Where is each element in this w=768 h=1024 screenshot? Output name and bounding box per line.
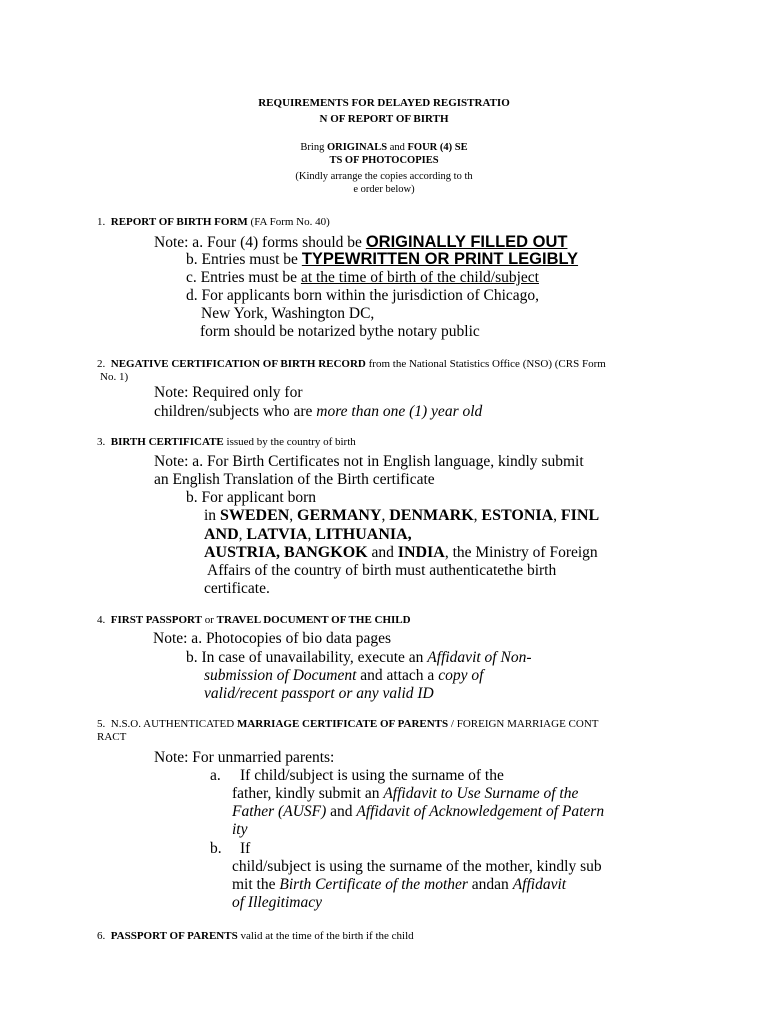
item5-a-line4: ity (232, 821, 248, 838)
item2-note-line2: children/subjects who are more than one (1) year old (154, 403, 483, 420)
item3-countries-line2: AND, LATVIA, LITHUANIA, (204, 526, 412, 543)
item3-affairs: Affairs of the country of birth must authenticatethe birth (207, 562, 557, 579)
page-title-line2: N OF REPORT OF BIRTH (319, 113, 449, 125)
item3-countries-line1: in SWEDEN, GERMANY, DENMARK, ESTONIA, FINL (204, 507, 600, 524)
item5-b-line2: mit the Birth Certificate of the mother andan Affidavit (232, 876, 567, 893)
arrange-line1: (Kindly arrange the copies according to th (295, 171, 473, 182)
item1-note-d-line1: d. For applicants born within the jurisdiction of Chicago, (186, 287, 540, 304)
item6-heading: 6. PASSPORT OF PARENTS valid at the time of the birth if the child (97, 930, 414, 942)
arrange-line2: e order below) (353, 184, 415, 195)
bring-line1: Bring ORIGINALS and FOUR (4) SE (300, 142, 468, 153)
item4-note-b-line3: valid/recent passport or any valid ID (204, 685, 434, 702)
item3-note-a-line1: Note: a. For Birth Certificates not in English language, kindly submit (154, 453, 584, 470)
item3-note-b-line1: b. For applicant born (186, 489, 317, 506)
item1-note-c: c. Entries must be at the time of birth of the child/subject (186, 269, 539, 286)
item5-a-label: a. (210, 767, 221, 784)
item5-b-line1: child/subject is using the surname of the mother, kindly sub (232, 858, 602, 875)
item5-b-if: If (240, 840, 251, 857)
item3-heading: 3. BIRTH CERTIFICATE issued by the country of birth (97, 436, 356, 448)
item4-note-a: Note: a. Photocopies of bio data pages (153, 630, 392, 647)
item4-note-b-line2: submission of Document and attach a copy of (204, 667, 484, 684)
item3-certificate: certificate. (204, 580, 270, 597)
item2-note-line1: Note: Required only for (154, 384, 303, 401)
item3-countries-line3: AUSTRIA, BANGKOK and INDIA, the Ministry of Foreign (204, 544, 598, 561)
item2-heading: 2. NEGATIVE CERTIFICATION OF BIRTH RECORD from the National Statistics Office (NSO) (CRS Form (97, 358, 606, 370)
item4-heading: 4. FIRST PASSPORT or TRAVEL DOCUMENT OF THE CHILD (97, 614, 411, 626)
item1-note-a: Note: a. Four (4) forms should be ORIGINALLY FILLED OUT (154, 233, 568, 251)
item4-note-b-line1: b. In case of unavailability, execute an Affidavit of Non- (186, 649, 532, 666)
item5-a-line3: Father (AUSF) and Affidavit of Acknowledgement of Patern (232, 803, 605, 820)
item2-heading-line2: No. 1) (100, 371, 129, 383)
item3-note-a-line2: an English Translation of the Birth certificate (154, 471, 435, 488)
item5-heading-line2: RACT (97, 731, 127, 743)
item5-a-line2: father, kindly submit an Affidavit to Use Surname of the (232, 785, 579, 802)
item5-heading: 5. N.S.O. AUTHENTICATED MARRIAGE CERTIFICATE OF PARENTS / FOREIGN MARRIAGE CONT (97, 718, 599, 730)
bring-line2: TS OF PHOTOCOPIES (329, 155, 439, 166)
item5-note: Note: For unmarried parents: (154, 749, 335, 766)
item1-note-d-line2: New York, Washington DC, (201, 305, 375, 322)
item5-a-line1: If child/subject is using the surname of the (240, 767, 504, 784)
page-title-line1: REQUIREMENTS FOR DELAYED REGISTRATIO (258, 97, 510, 109)
item5-b-line3: of Illegitimacy (232, 894, 322, 911)
item1-note-b: b. Entries must be TYPEWRITTEN OR PRINT LEGIBLY (186, 250, 579, 268)
item1-heading: 1. REPORT OF BIRTH FORM (FA Form No. 40) (97, 216, 330, 228)
item5-b-label: b. (210, 840, 222, 857)
item1-note-d-line3: form should be notarized bythe notary public (200, 323, 480, 340)
